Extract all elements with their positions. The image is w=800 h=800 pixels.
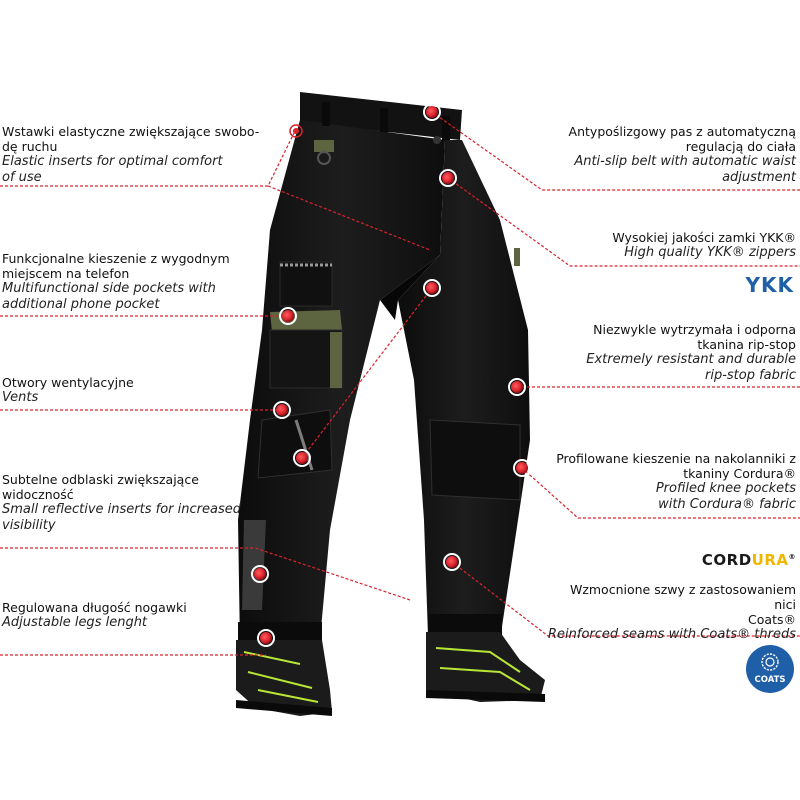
callout-pl: Niezwykle wytrzymała i odporna tkanina rip-stop [593,322,796,352]
trousers [238,92,530,645]
marker-belt-icon[interactable] [440,170,456,186]
callout-leg-length [2,600,262,631]
chain-link-icon [758,651,782,673]
callout-en: Multifunctional side pockets with additional phone pocket [2,281,216,312]
marker-shin-icon[interactable] [252,566,268,582]
cordura-logo-mark: ® [788,553,796,561]
callout-cordura [546,451,796,513]
belt-loop [380,108,388,132]
left-knee-panel [258,410,332,478]
callout-belt [546,124,796,186]
safety-shoes [236,632,545,716]
callout-en: Adjustable legs lenght [2,615,148,630]
callout-elastic-inserts [2,124,262,186]
callout-ykk [546,230,796,261]
olive-tab [314,140,334,152]
callout-coats [546,582,796,643]
marker-reflective-icon[interactable] [294,450,310,466]
callout-reflective [2,472,272,534]
callout-pl: Profilowane kieszenie na nakolanniki z tkaniny Cordura® [556,451,796,481]
callout-pl: Antypoślizgowy pas z automatyczną regulacją do ciała [568,124,796,154]
callout-en: Elastic inserts for optimal comfort of use [2,154,223,185]
callout-pl: Wstawki elastyczne zwiększające swobo- dę ruchu [2,124,260,154]
cordura-logo-main: CORD [701,551,752,569]
cargo-pocket-trim [330,332,342,388]
callout-side-pockets [2,251,262,313]
callout-pl: Subtelne odblaski zwiększające widoczność [2,472,199,502]
callout-en: Reinforced seams with Coats® threds [547,627,796,642]
marker-hem-icon[interactable] [258,630,274,646]
ykk-logo: YKK [745,273,794,297]
waist-button [433,136,441,144]
coats-logo-word: COATS [754,675,786,685]
callout-pl: Otwory wentylacyjne [2,375,134,390]
right-knee-panel [430,420,520,500]
callout-en: Vents [2,390,39,405]
marker-vents-icon[interactable] [274,402,290,418]
callout-en: Profiled knee pockets with Cordura® fabric [655,481,796,512]
belt-loop [322,102,330,126]
callout-pl: Regulowana długość nogawki [2,600,187,615]
callout-en: Small reflective inserts for increased visibility [2,502,241,533]
cordura-logo-accent: URA [751,551,789,569]
marker-fly-icon[interactable] [424,280,440,296]
callout-pl: Wysokiej jakości zamki YKK® [612,230,796,245]
callout-pl: Funkcjonalne kieszenie z wygodnym miejscem na telefon [2,251,230,281]
thigh-zip-tab [514,248,520,266]
cordura-logo [702,551,796,569]
marker-pocket-icon[interactable] [280,308,296,324]
callout-vents [2,375,262,406]
marker-waist-top-icon[interactable] [424,104,440,120]
callout-ripstop [546,322,796,384]
callout-en: Anti-slip belt with automatic waist adjustment [574,154,796,185]
callout-en: Extremely resistant and durable rip-stop fabric [586,352,796,383]
marker-knee-pocket-icon[interactable] [514,460,530,476]
marker-seams-icon[interactable] [444,554,460,570]
marker-ripstop-icon[interactable] [509,379,525,395]
belt-loop [442,116,450,140]
phone-pocket [280,262,332,306]
coats-logo [746,645,794,693]
callout-en: High quality YKK® zippers [624,245,796,260]
callout-pl: Wzmocnione szwy z zastosowaniem nici Coats® [569,582,796,627]
